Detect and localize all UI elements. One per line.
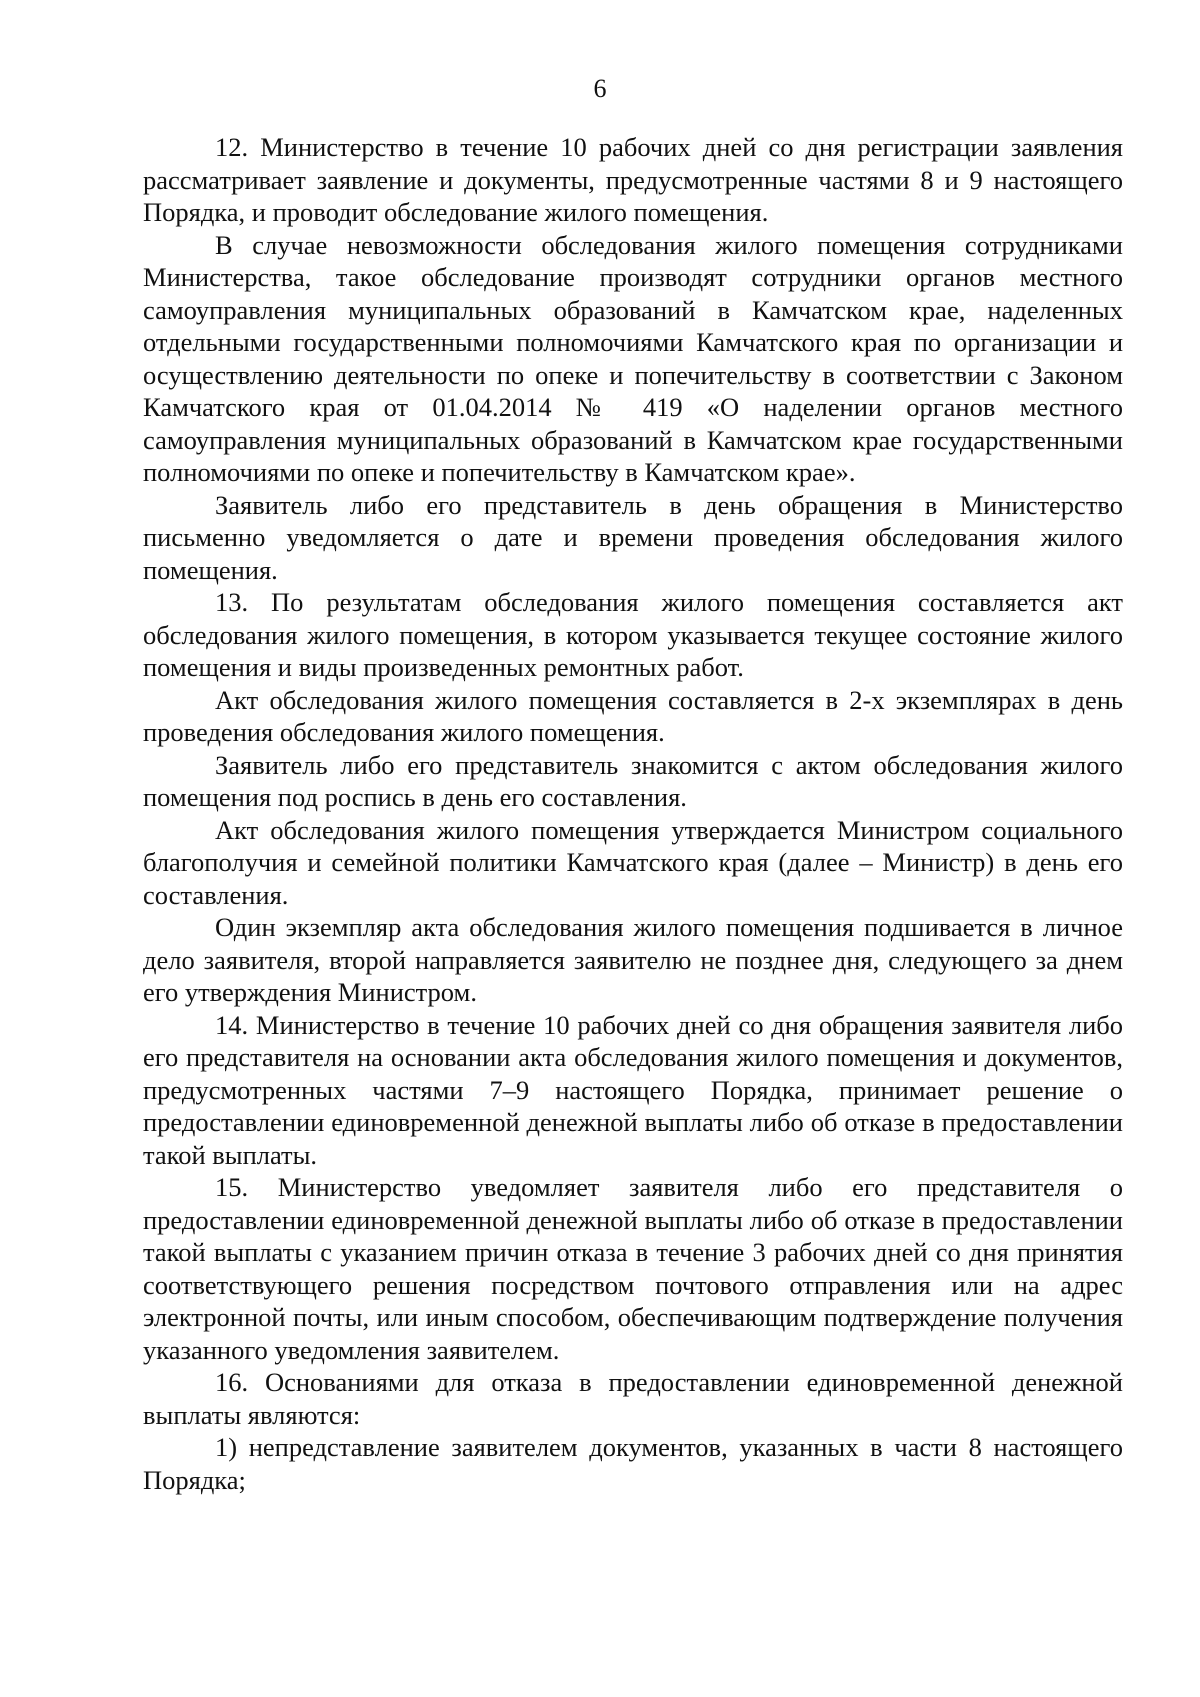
paragraph-14: 14. Министерство в течение 10 рабочих дней со дня обращения заявителя либо его представителя на основании акта обследования жилого помещения и документов, предусмотренных частями 7–9 настоящего Порядка, принимает решение о предоставлении единовременной денежной выплаты либо об отказе в предоставлении такой выплаты. (143, 1009, 1123, 1170)
document-body (143, 131, 1123, 1496)
page-number: 6 (593, 74, 607, 103)
paragraph-act-distribution: Один экземпляр акта обследования жилого помещения подшивается в личное дело заявителя, второй направляется заявителю не позднее дня, следующего за днем его утверждения Министром. (143, 912, 1123, 1007)
paragraph-act-approval: Акт обследования жилого помещения утверждается Министром социального благополучия и семейной политики Камчатского края (далее – Министр) в день его составления. (143, 814, 1123, 910)
paragraph-16: 16. Основаниями для отказа в предоставлении единовременной денежной выплаты являются: (143, 1367, 1123, 1430)
paragraph-act-acknowledgement: Заявитель либо его представитель знакомится с актом обследования жилого помещения под роспись в день его составления. (143, 749, 1123, 812)
paragraph-survey-by-local-authorities: В случае невозможности обследования жилого помещения сотрудниками Министерства, такое обследование производят сотрудники органов местного самоуправления муниципальных образований в Камчатском крае, наделенных отдельными государственными полномочиями Камчатского края по организации и осуществлению деятельности по опеке и попечительству в соответствии с Законом Камчатского края от 01.04.2014 № 419 «О наделении органов местного самоуправления муниципальных образований в Камчатском крае государственными полномочиями по опеке и попечительству в Камчатском крае». (143, 229, 1123, 487)
paragraph-13: 13. По результатам обследования жилого помещения составляется акт обследования жилого помещения, в котором указывается текущее состояние жилого помещения и виды произведенных ремонтных работ. (143, 587, 1123, 682)
paragraph-act-copies: Акт обследования жилого помещения составляется в 2-х экземплярах в день проведения обследования жилого помещения. (143, 684, 1123, 747)
paragraph-15: 15. Министерство уведомляет заявителя либо его представителя о предоставлении единовременной денежной выплаты либо об отказе в предоставлении такой выплаты с указанием причин отказа в течение 3 рабочих дней со дня принятия соответствующего решения посредством почтового отправления или на адрес электронной почты, или иным способом, обеспечивающим подтверждение получения указанного уведомления заявителем. (143, 1172, 1123, 1365)
list-item-1: 1) непредставление заявителем документов, указанных в части 8 настоящего Порядка; (143, 1432, 1123, 1495)
paragraph-12: 12. Министерство в течение 10 рабочих дней со дня регистрации заявления рассматривает заявление и документы, предусмотренные частями 8 и 9 настоящего Порядка, и проводит обследование жилого помещения. (143, 132, 1123, 227)
paragraph-applicant-notification: Заявитель либо его представитель в день обращения в Министерство письменно уведомляется о дате и времени проведения обследования жилого помещения. (143, 489, 1123, 585)
